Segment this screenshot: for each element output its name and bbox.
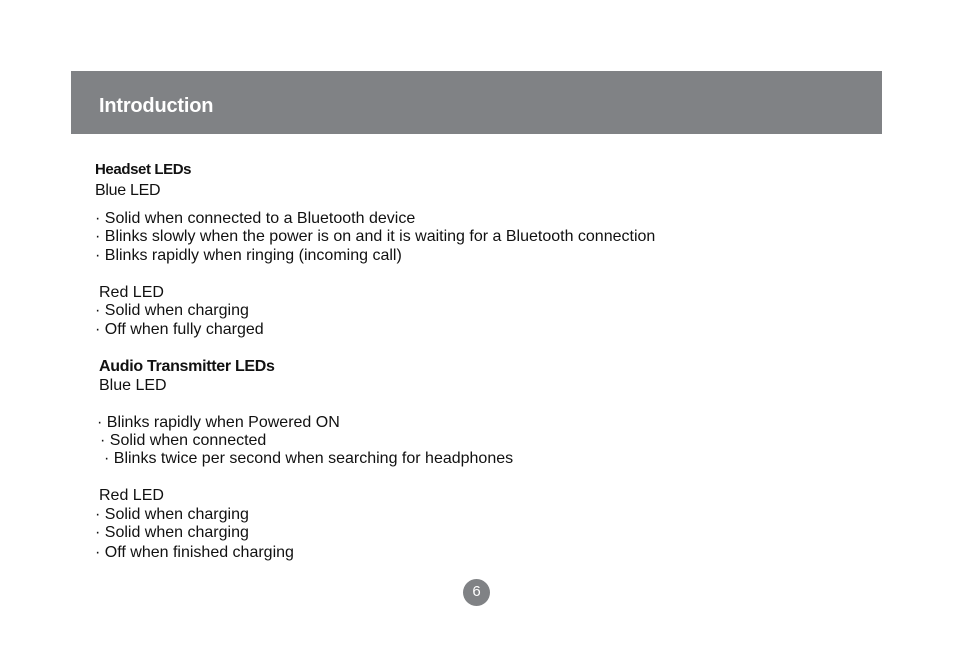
headset-leds-heading: Headset LEDs xyxy=(95,161,192,178)
transmitter-red-led-label: Red LED xyxy=(99,487,164,504)
section-title: Introduction xyxy=(99,95,214,117)
transmitter-red-item: · Solid when charging xyxy=(95,524,249,541)
headset-red-led-label: Red LED xyxy=(99,284,164,301)
transmitter-leds-heading: Audio Transmitter LEDs xyxy=(99,358,275,375)
transmitter-red-item: · Solid when charging xyxy=(95,506,249,523)
headset-red-item: · Solid when charging xyxy=(95,302,249,319)
section-header-band xyxy=(71,71,882,134)
page-number-badge: 6 xyxy=(463,579,490,606)
headset-blue-item: · Solid when connected to a Bluetooth device xyxy=(95,210,416,227)
transmitter-blue-led-label: Blue LED xyxy=(99,377,167,394)
transmitter-blue-item: · Solid when connected xyxy=(100,432,267,449)
transmitter-red-item: · Off when finished charging xyxy=(95,544,294,561)
headset-blue-item: · Blinks rapidly when ringing (incoming call) xyxy=(95,247,402,264)
headset-blue-led-label: Blue LED xyxy=(95,182,161,199)
headset-blue-item: · Blinks slowly when the power is on and it is waiting for a Bluetooth connection xyxy=(95,228,656,245)
headset-red-item: · Off when fully charged xyxy=(95,321,264,338)
transmitter-blue-item: · Blinks twice per second when searching for headphones xyxy=(104,450,514,467)
transmitter-blue-item: · Blinks rapidly when Powered ON xyxy=(97,414,340,431)
